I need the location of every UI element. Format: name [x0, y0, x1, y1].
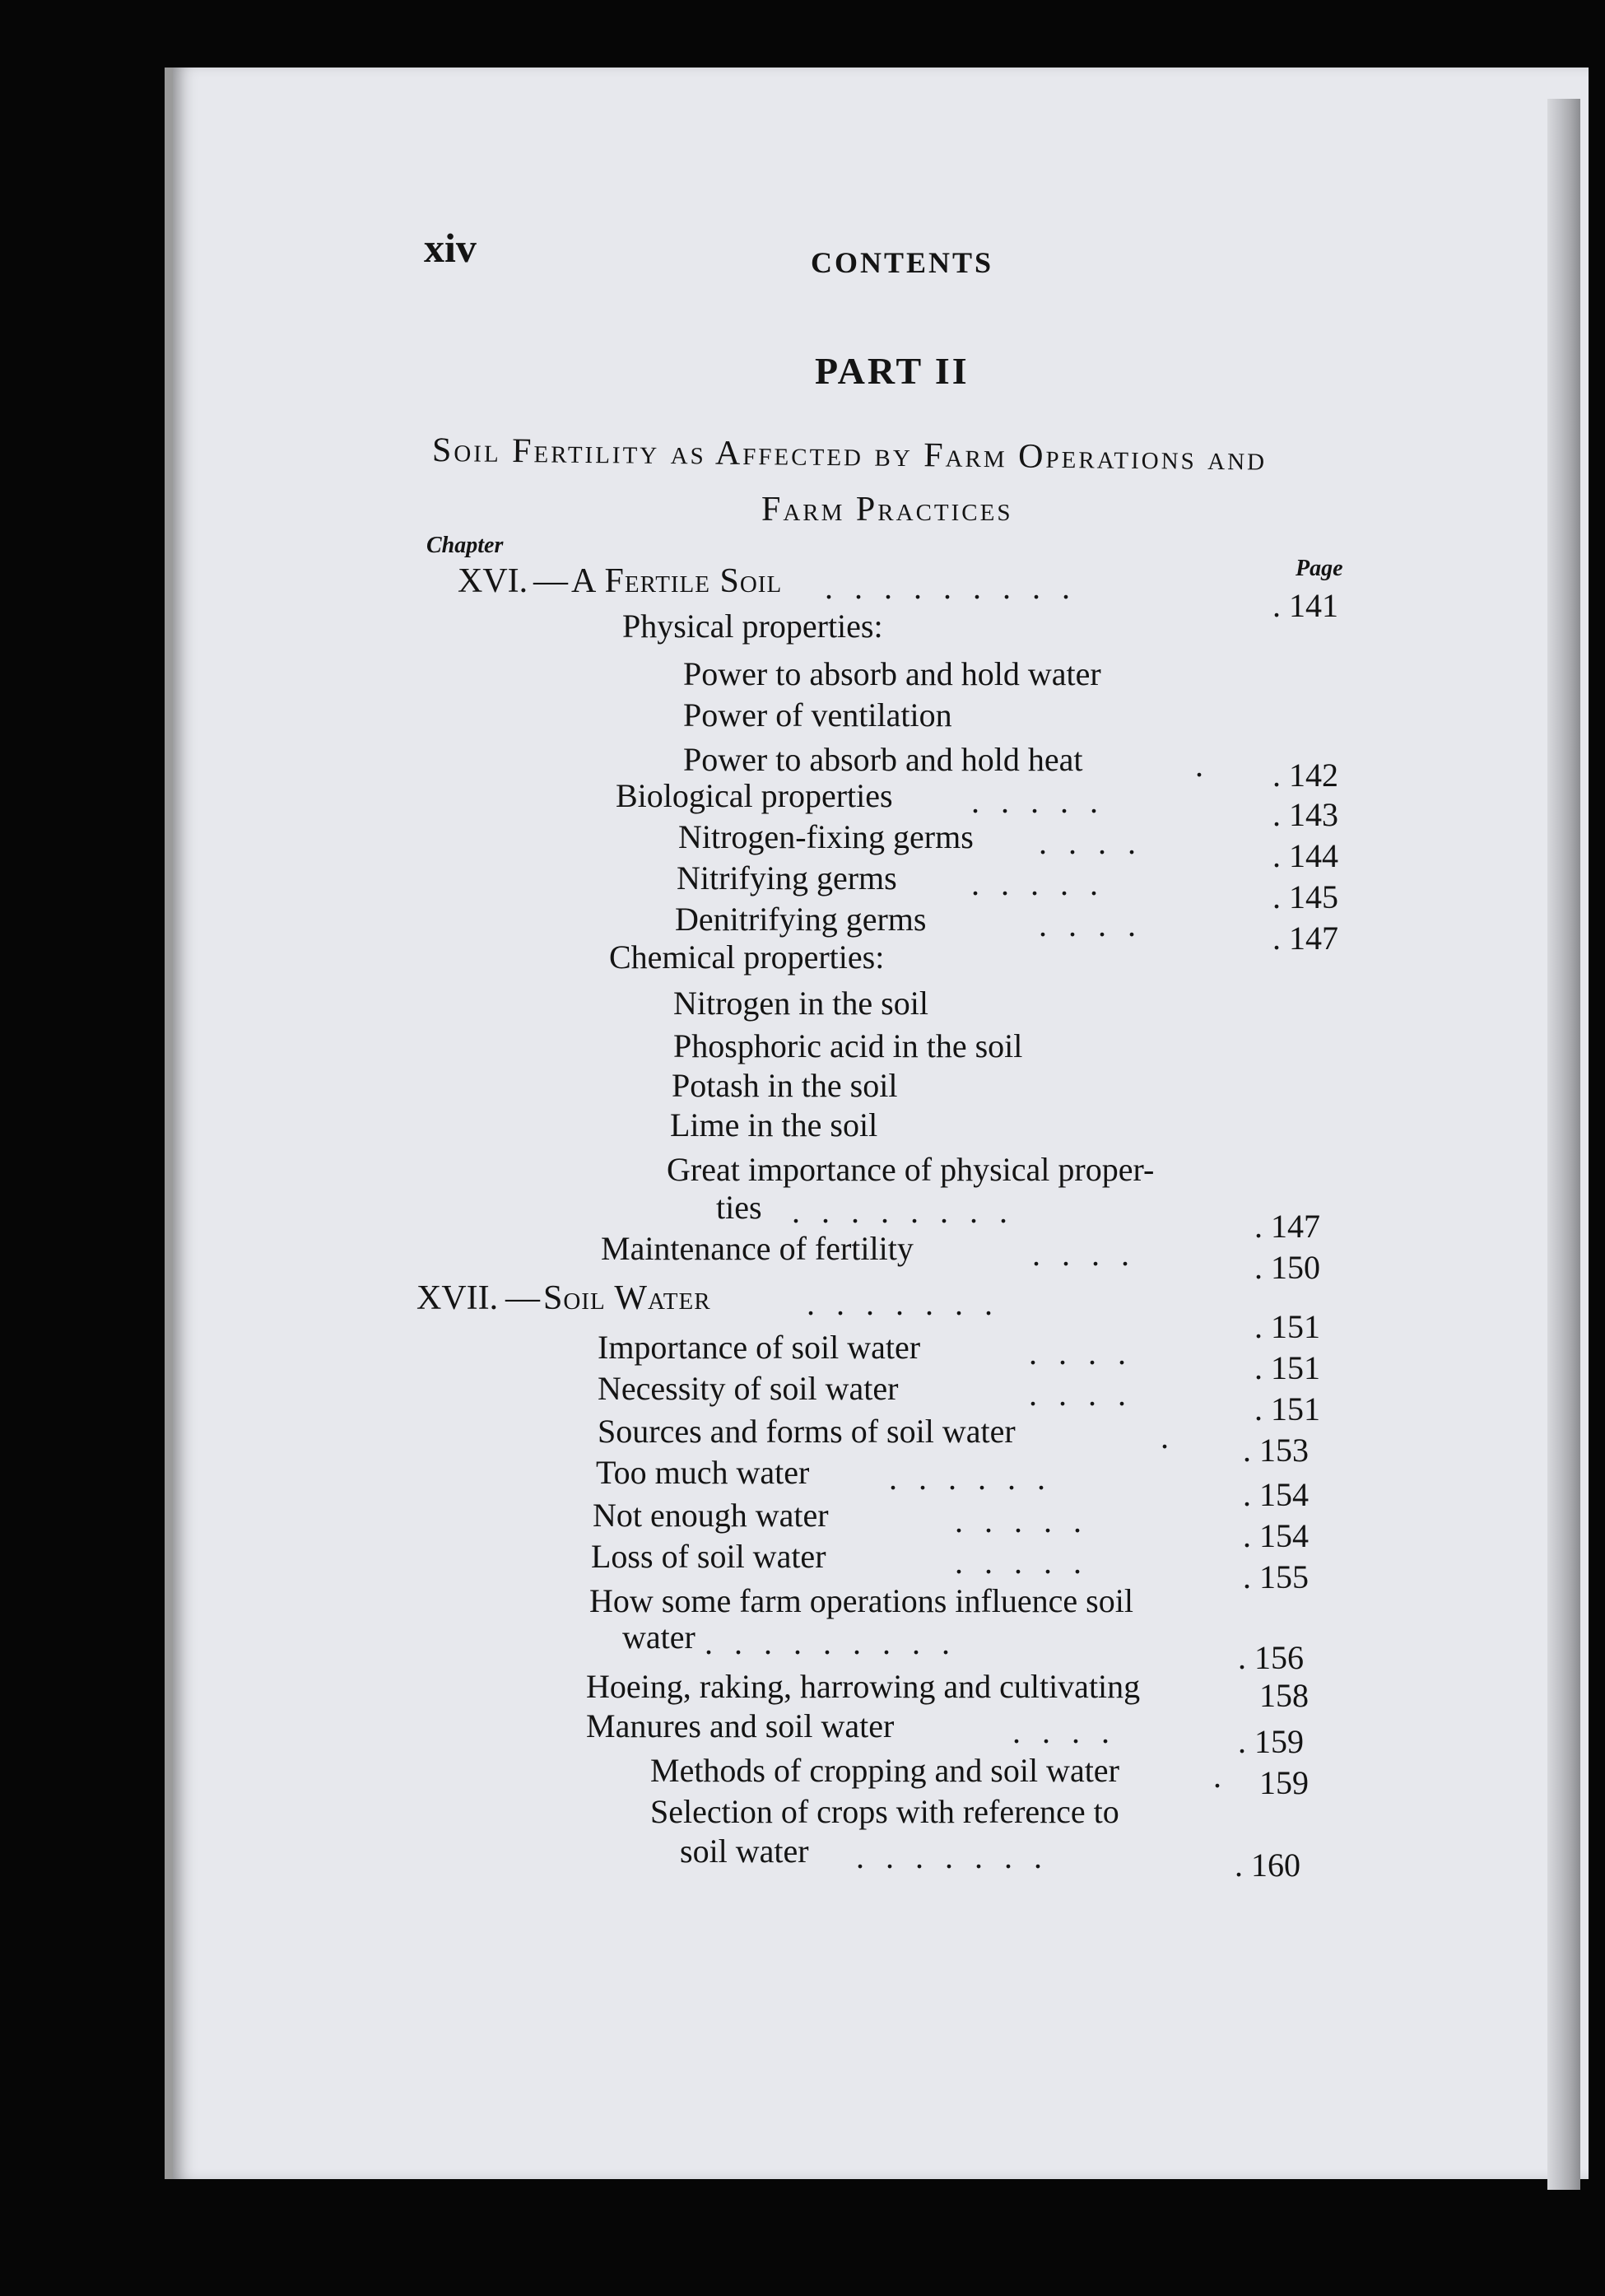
- chapter-column-label: Chapter: [426, 533, 504, 558]
- entry-text: Great importance of physical proper-: [667, 1151, 1155, 1188]
- page-edge-shadow: [1547, 99, 1580, 2190]
- entry-text: ties: [716, 1189, 762, 1226]
- chapter-number: XVI.: [458, 562, 528, 600]
- part-subtitle-line-2: Farm Practices: [761, 491, 1013, 529]
- leader-dots: .: [1161, 1418, 1190, 1455]
- entry-text: Nitrogen-fixing germs: [678, 818, 974, 855]
- entry-text: Physical properties:: [622, 608, 883, 645]
- entry-text: How some farm operations influence soil: [589, 1582, 1133, 1619]
- entry-text: Power of ventilation: [683, 696, 952, 734]
- page-number: . 142: [1272, 757, 1338, 794]
- entry-text: Biological properties: [616, 777, 893, 814]
- em-dash: —: [505, 1279, 540, 1317]
- leader-dots: .........: [705, 1624, 971, 1661]
- part-title: PART II: [815, 350, 970, 392]
- page-number: . 144: [1272, 837, 1338, 874]
- leader-dots: ....: [1032, 1236, 1151, 1273]
- page-number: . 153: [1243, 1432, 1309, 1469]
- chapter-title: Soil Water: [543, 1279, 711, 1317]
- entry-text: water: [622, 1618, 696, 1656]
- page-number: . 143: [1272, 796, 1338, 833]
- folio-number: xiv: [424, 225, 477, 271]
- entry-text: Manures and soil water: [586, 1707, 895, 1744]
- page-number: . 154: [1243, 1476, 1309, 1513]
- entry-text: Importance of soil water: [598, 1329, 921, 1366]
- entry-text: Sources and forms of soil water: [598, 1413, 1016, 1450]
- entry-text: Loss of soil water: [591, 1538, 826, 1575]
- leader-dots: .....: [971, 865, 1119, 902]
- running-title: CONTENTS: [811, 246, 994, 279]
- leader-dots: ........: [792, 1193, 1029, 1230]
- leader-dots: .......: [807, 1285, 1014, 1322]
- page-number: . 151: [1254, 1308, 1320, 1345]
- leader-dots: ....: [1039, 906, 1157, 943]
- entry-text: Power to absorb and hold water: [683, 655, 1101, 692]
- chapter-title: A Fertile Soil: [571, 562, 783, 600]
- entry-text: Hoeing, raking, harrowing and cultivating: [586, 1668, 1141, 1705]
- page-number: . 159: [1238, 1723, 1304, 1760]
- entry-text: Too much water: [596, 1454, 810, 1491]
- leader-dots: .......: [856, 1838, 1063, 1875]
- page-number: . 147: [1272, 920, 1338, 957]
- page-number: . 145: [1272, 878, 1338, 915]
- leader-dots: .: [1213, 1758, 1243, 1795]
- page-number: . 150: [1254, 1249, 1320, 1286]
- entry-text: Phosphoric acid in the soil: [673, 1027, 1023, 1064]
- entry-text: Lime in the soil: [670, 1106, 878, 1143]
- page-number: . 147: [1254, 1208, 1320, 1245]
- page-column-label: Page: [1296, 556, 1343, 581]
- leader-dots: ....: [1012, 1713, 1131, 1750]
- entry-text: Maintenance of fertility: [601, 1230, 914, 1267]
- leader-dots: .....: [955, 1502, 1103, 1539]
- entry-text: Nitrifying germs: [677, 859, 897, 897]
- part-subtitle-line-1: Soil Fertility as Affected by Farm Operations and: [431, 431, 1268, 478]
- entry-text: Methods of cropping and soil water: [650, 1752, 1119, 1789]
- entry-text: Potash in the soil: [672, 1067, 898, 1104]
- entry-text: Selection of crops with reference to: [650, 1793, 1119, 1830]
- page-number: . 151: [1254, 1349, 1320, 1386]
- leader-dots: ....: [1029, 1334, 1147, 1372]
- page-number: 159: [1259, 1764, 1309, 1801]
- entry-text: soil water: [680, 1833, 809, 1870]
- page-number: 158: [1259, 1677, 1309, 1714]
- leader-dots: ....: [1029, 1376, 1147, 1413]
- leader-dots: .....: [971, 783, 1119, 820]
- page-number: . 160: [1235, 1847, 1300, 1884]
- page-number: . 154: [1243, 1517, 1309, 1554]
- chapter-number: XVII.: [416, 1279, 499, 1317]
- leader-dots: ......: [889, 1460, 1067, 1497]
- leader-dots: .: [1195, 747, 1225, 784]
- entry-text: Necessity of soil water: [598, 1370, 899, 1407]
- leader-dots: .........: [825, 569, 1091, 606]
- page-number: . 141: [1272, 587, 1338, 624]
- entry-text: Not enough water: [593, 1497, 829, 1534]
- leader-dots: .....: [955, 1544, 1103, 1581]
- entry-text: Chemical properties:: [609, 938, 885, 976]
- page-number: . 155: [1243, 1558, 1309, 1595]
- entry-text: Power to absorb and hold heat: [683, 741, 1083, 778]
- leader-dots: ....: [1039, 824, 1157, 861]
- page-number: . 156: [1238, 1639, 1304, 1676]
- entry-text: Nitrogen in the soil: [673, 985, 928, 1022]
- entry-text: Denitrifying germs: [675, 901, 927, 938]
- page-number: . 151: [1254, 1390, 1320, 1427]
- em-dash: —: [533, 562, 568, 600]
